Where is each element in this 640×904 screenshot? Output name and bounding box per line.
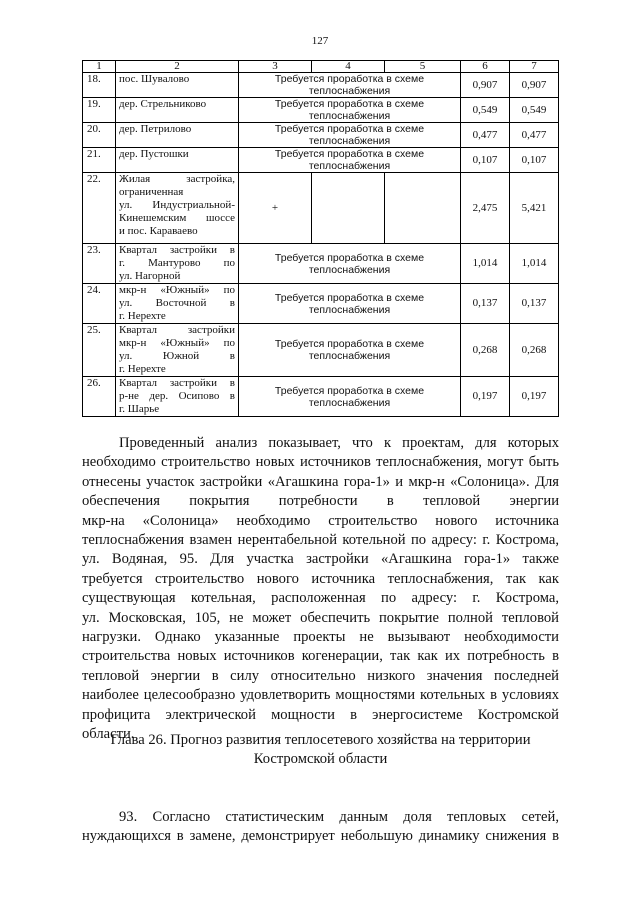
value-col7-cell: 0,549 <box>510 98 559 123</box>
header-cell: 5 <box>385 61 461 73</box>
paragraph-line: строительства новых источников когенерации, так как их потребность в <box>82 648 559 665</box>
paragraph-line: 93. Согласно статистическим данным доля тепловых сетей, <box>119 809 559 825</box>
value-col6-cell: 0,107 <box>461 148 510 173</box>
header-cell: 7 <box>510 61 559 73</box>
requirement-note-cell: Требуется проработка в схеме теплоснабжения <box>239 73 461 98</box>
heat-sources-table <box>82 60 559 417</box>
table-row <box>83 244 559 284</box>
location-name-cell <box>116 284 239 324</box>
header-cell: 6 <box>461 61 510 73</box>
location-name-line: и пос. Караваево <box>119 225 198 237</box>
value-col6-cell: 0,268 <box>461 324 510 377</box>
requirement-note-cell: Требуется проработка в схеме теплоснабжения <box>239 284 461 324</box>
location-name-cell <box>116 244 239 284</box>
requirement-note-cell: Требуется проработка в схеме теплоснабжения <box>239 324 461 377</box>
chapter-heading-line: Костромской области <box>253 751 388 768</box>
location-name-line: ул. Индустриальной- <box>119 199 235 211</box>
value-col7-cell: 1,014 <box>510 244 559 284</box>
requirement-note-cell: Требуется проработка в схеме теплоснабжения <box>239 377 461 417</box>
value-col6-cell: 2,475 <box>461 173 510 244</box>
paragraph-line: ул. Московская, 105, не может обеспечить покрытие полной тепловой <box>82 609 559 626</box>
location-name-line: ул. Восточной в <box>119 297 235 309</box>
column-3-cell: + <box>239 173 312 244</box>
requirement-note-cell: Требуется проработка в схеме теплоснабжения <box>239 148 461 173</box>
paragraph-line: мкр-на «Солоница» необходимо строительство нового источника <box>82 512 559 529</box>
location-name-line: пос. Шувалово <box>119 73 190 85</box>
requirement-note-cell: Требуется проработка в схеме теплоснабжения <box>239 244 461 284</box>
value-col7-cell: 0,197 <box>510 377 559 417</box>
value-col6-cell: 0,137 <box>461 284 510 324</box>
row-number-cell: 21. <box>83 148 116 173</box>
paragraph-line: существующая котельная, расположенная по адресу: г. Кострома, <box>82 590 559 607</box>
header-cell: 3 <box>239 61 312 73</box>
location-name-line: дер. Петрилово <box>119 123 192 135</box>
value-col7-cell: 0,477 <box>510 123 559 148</box>
table-row <box>83 98 559 123</box>
table-row <box>83 284 559 324</box>
table-row <box>83 324 559 377</box>
location-name-line: ул. Нагорной <box>119 270 181 282</box>
requirement-note-cell: Требуется проработка в схеме теплоснабжения <box>239 98 461 123</box>
paragraph-line: теплоснабжения взамен нерентабельной котельной по адресу: г. Кострома, <box>82 532 559 549</box>
row-number-cell: 26. <box>83 377 116 417</box>
header-cell: 4 <box>312 61 385 73</box>
paragraph-line: Проведенный анализ показывает, что к проектам, для которых <box>119 435 559 451</box>
location-name-line: мкр-н «Южный» по <box>119 284 235 296</box>
paragraph-line: нагрузки. Однако указанные проекты не вызывают необходимости <box>82 629 559 646</box>
location-name-cell <box>116 148 239 173</box>
paragraph-line: тепловой энергии в силу относительно низкого значения последней <box>82 667 559 684</box>
location-name-cell <box>116 73 239 98</box>
location-name-line: Квартал застройки в <box>119 377 235 389</box>
value-col7-cell: 0,268 <box>510 324 559 377</box>
requirement-note-cell: Требуется проработка в схеме теплоснабжения <box>239 123 461 148</box>
row-number-cell: 22. <box>83 173 116 244</box>
location-name-line: Квартал застройки в <box>119 244 235 256</box>
table-row <box>83 73 559 98</box>
row-number-cell: 24. <box>83 284 116 324</box>
table-row <box>83 123 559 148</box>
chapter-heading <box>82 731 559 770</box>
location-name-cell <box>116 98 239 123</box>
value-col6-cell: 0,549 <box>461 98 510 123</box>
location-name-line: дер. Пустошки <box>119 148 189 160</box>
paragraph-line: ул. Водяная, 95. Для участка застройки «Агашкина гора-1» также <box>82 551 559 568</box>
column-5-cell <box>385 173 461 244</box>
value-col7-cell: 5,421 <box>510 173 559 244</box>
chapter-heading-line: Глава 26. Прогноз развития теплосетевого хозяйства на территории <box>110 732 531 748</box>
location-name-line: р-не дер. Осипово в <box>119 390 235 402</box>
value-col7-cell: 0,137 <box>510 284 559 324</box>
location-name-line: Кинешемским шоссе <box>119 212 235 224</box>
location-name-cell <box>116 377 239 417</box>
table-row <box>83 377 559 417</box>
location-name-cell <box>116 173 239 244</box>
value-col7-cell: 0,907 <box>510 73 559 98</box>
page-number: 127 <box>311 35 329 47</box>
paragraph-line: отнесены участок застройки «Агашкина гора-1» и мкр-н «Солоница». Для <box>82 473 559 490</box>
value-col6-cell: 0,907 <box>461 73 510 98</box>
value-col7-cell: 0,107 <box>510 148 559 173</box>
location-name-line: г. Нерехте <box>119 310 166 322</box>
location-name-line: Жилая застройка, <box>119 173 235 185</box>
paragraph-line: обеспечения покрытия потребности в тепловой энергии <box>82 493 559 510</box>
location-name-line: мкр-н «Южный» по <box>119 337 235 349</box>
location-name-cell <box>116 123 239 148</box>
location-name-line: г. Шарье <box>119 403 160 415</box>
location-name-line: г. Нерехте <box>119 363 166 375</box>
paragraph-line: нуждающихся в замене, демонстрирует небольшую динамику снижения в <box>82 828 559 845</box>
analysis-paragraph <box>82 434 559 745</box>
row-number-cell: 25. <box>83 324 116 377</box>
header-cell: 2 <box>116 61 239 73</box>
location-name-line: ул. Южной в <box>119 350 235 362</box>
table-row <box>83 173 559 244</box>
row-number-cell: 23. <box>83 244 116 284</box>
location-name-line: Квартал застройки <box>119 324 235 336</box>
row-number-cell: 18. <box>83 73 116 98</box>
paragraph-line: профицита электрической мощности в энергосистеме Костромской <box>82 706 559 723</box>
value-col6-cell: 0,197 <box>461 377 510 417</box>
table-row <box>83 148 559 173</box>
value-col6-cell: 0,477 <box>461 123 510 148</box>
location-name-line: г. Мантурово по <box>119 257 235 269</box>
location-name-line: дер. Стрельниково <box>119 98 207 110</box>
table-header-row <box>83 61 559 73</box>
paragraph-line: области. <box>82 726 135 743</box>
location-name-line: ограниченная <box>119 186 184 198</box>
statistics-paragraph <box>82 808 559 847</box>
row-number-cell: 20. <box>83 123 116 148</box>
paragraph-line: наиболее целесообразно удовлетворить мощностями котельных в условиях <box>82 687 559 704</box>
location-name-cell <box>116 324 239 377</box>
paragraph-line: требуется строительство нового источника теплоснабжения, так как <box>82 570 559 587</box>
row-number-cell: 19. <box>83 98 116 123</box>
column-4-cell <box>312 173 385 244</box>
value-col6-cell: 1,014 <box>461 244 510 284</box>
paragraph-line: необходимо строительство новых источников теплоснабжения, могут быть <box>82 454 559 471</box>
header-cell: 1 <box>83 61 116 73</box>
